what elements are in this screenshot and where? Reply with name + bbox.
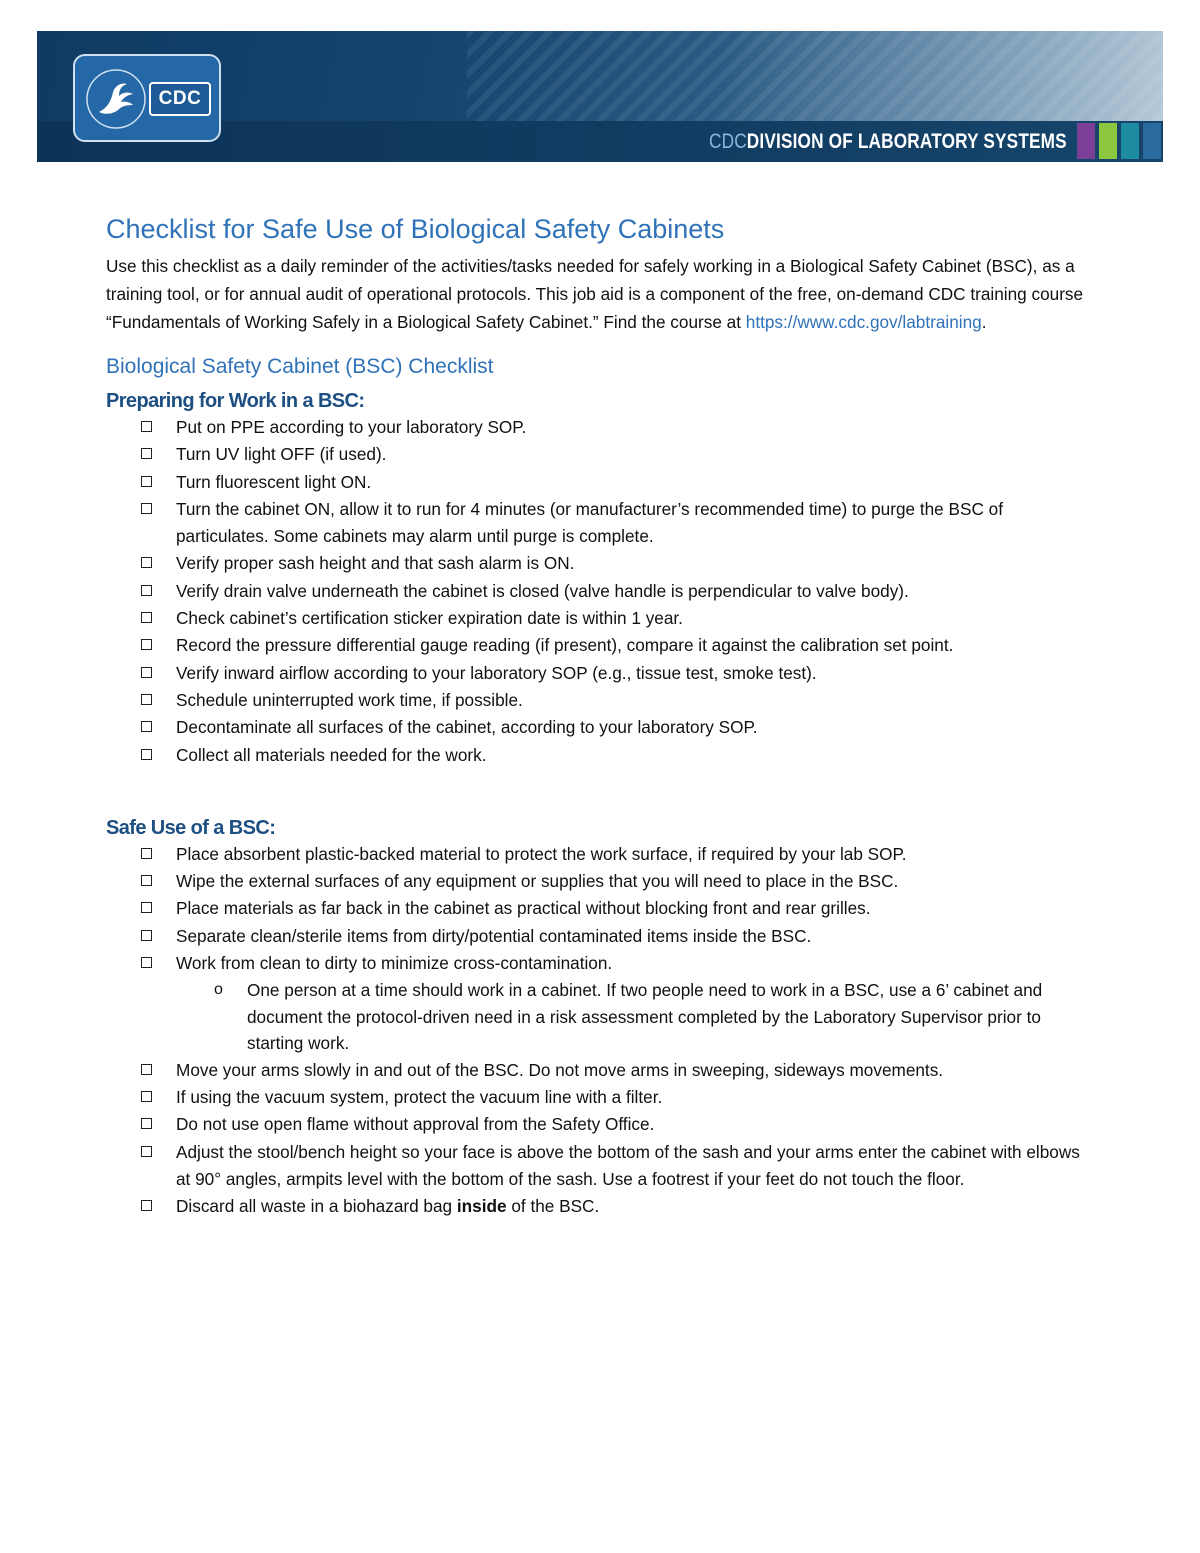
checklist-item: Place materials as far back in the cabinet as practical without blocking front and rear grilles. xyxy=(106,895,1096,922)
color-bar-purple xyxy=(1077,123,1095,159)
section-heading-preparing: Preparing for Work in a BSC: xyxy=(106,390,365,412)
checkbox-icon[interactable] xyxy=(141,612,152,623)
sub-list xyxy=(106,977,1096,1057)
checklist-item: Discard all waste in a biohazard bag inside of the BSC. xyxy=(106,1193,1096,1220)
labtraining-link[interactable]: https://www.cdc.gov/labtraining xyxy=(745,312,982,332)
checklist-item: Adjust the stool/bench height so your face is above the bottom of the sash and your arms enter the cabinet with elbows at 90° angles, armpits level with the bottom of the sash. Use a footrest if your feet do not touch the floor. xyxy=(106,1139,1096,1194)
checklist-item: Collect all materials needed for the work. xyxy=(106,742,1096,769)
checkbox-icon[interactable] xyxy=(141,902,152,913)
checklist-item: Put on PPE according to your laboratory SOP. xyxy=(106,414,1096,441)
checkbox-icon[interactable] xyxy=(141,557,152,568)
checklist-subtitle: Biological Safety Cabinet (BSC) Checklist xyxy=(106,355,494,378)
page-title: Checklist for Safe Use of Biological Safety Cabinets xyxy=(106,214,725,244)
checkbox-icon[interactable] xyxy=(141,957,152,968)
hhs-eagle-icon xyxy=(85,68,147,130)
checklist-item: Turn fluorescent light ON. xyxy=(106,469,1096,496)
checklist-item: Turn the cabinet ON, allow it to run for 4 minutes (or manufacturer’s recommended time) to purge the BSC of particulates. Some cabinets may alarm until purge is complete. xyxy=(106,496,1096,551)
checkbox-icon[interactable] xyxy=(141,930,152,941)
checklist-item: Wipe the external surfaces of any equipment or supplies that you will need to place in the BSC. xyxy=(106,868,1096,895)
checklist-item: Record the pressure differential gauge reading (if present), compare it against the calibration set point. xyxy=(106,632,1096,659)
checkbox-icon[interactable] xyxy=(141,1118,152,1129)
checklist-item: Do not use open flame without approval from the Safety Office. xyxy=(106,1111,1096,1138)
checkbox-icon[interactable] xyxy=(141,875,152,886)
color-bar-teal xyxy=(1121,123,1139,159)
checklist-item: Verify inward airflow according to your laboratory SOP (e.g., tissue test, smoke test). xyxy=(106,660,1096,687)
cdc-logo xyxy=(73,54,221,142)
checklist-item: Decontaminate all surfaces of the cabinet, according to your laboratory SOP. xyxy=(106,714,1096,741)
checkbox-icon[interactable] xyxy=(141,421,152,432)
checklist-item: Place absorbent plastic-backed material to protect the work surface, if required by your lab SOP. xyxy=(106,841,1096,868)
header-banner xyxy=(37,31,1163,162)
document-body xyxy=(106,210,1096,1221)
checkbox-icon[interactable] xyxy=(141,667,152,678)
checkbox-icon[interactable] xyxy=(141,585,152,596)
checklist-item: Work from clean to dirty to minimize cross-contamination. o One person at a time should work in a cabinet. If two people need to work in a BSC, use a 6’ cabinet and document the protocol-driven need in a risk assessment completed by the Laboratory Supervisor prior to starting work. xyxy=(106,950,1096,1057)
intro-paragraph: Use this checklist as a daily reminder of the activities/tasks needed for safely working in a Biological Safety Cabinet (BSC), as a training tool, or for annual audit of operational protocols. This job aid is a component of the free, on-demand CDC training course “Fundamentals of Working Safely in a Biological Safety Cabinet.” Find the course at https://www.cdc.gov/labtraining. xyxy=(106,256,1084,332)
banner-texture xyxy=(467,31,1163,121)
checkbox-icon[interactable] xyxy=(141,848,152,859)
cdc-logo-text: CDC xyxy=(149,82,211,116)
checklist-item: Verify drain valve underneath the cabinet is closed (valve handle is perpendicular to valve body). xyxy=(106,578,1096,605)
section-heading-safe-use: Safe Use of a BSC: xyxy=(106,816,276,839)
safe-use-checklist xyxy=(106,841,1096,1221)
checkbox-icon[interactable] xyxy=(141,721,152,732)
checklist-item: If using the vacuum system, protect the vacuum line with a filter. xyxy=(106,1084,1096,1111)
checkbox-icon[interactable] xyxy=(141,1091,152,1102)
checkbox-icon[interactable] xyxy=(141,1064,152,1075)
checklist-item: Turn UV light OFF (if used). xyxy=(106,441,1096,468)
checklist-item: Check cabinet’s certification sticker expiration date is within 1 year. xyxy=(106,605,1096,632)
sub-list-item: o One person at a time should work in a cabinet. If two people need to work in a BSC, use a 6’ cabinet and document the protocol-driven need in a risk assessment completed by the Laboratory Supervisor prior to starting work. xyxy=(106,977,1096,1057)
checklist-item: Separate clean/sterile items from dirty/potential contaminated items inside the BSC. xyxy=(106,923,1096,950)
checkbox-icon[interactable] xyxy=(141,1146,152,1157)
checklist-item: Verify proper sash height and that sash alarm is ON. xyxy=(106,550,1096,577)
checkbox-icon[interactable] xyxy=(141,1200,152,1211)
checkbox-icon[interactable] xyxy=(141,503,152,514)
preparing-checklist xyxy=(106,414,1096,769)
checkbox-icon[interactable] xyxy=(141,476,152,487)
circle-bullet-icon: o xyxy=(214,981,223,999)
division-name: CDCDIVISION OF LABORATORY SYSTEMS xyxy=(709,130,1067,153)
checkbox-icon[interactable] xyxy=(141,448,152,459)
color-bar-green xyxy=(1099,123,1117,159)
color-bar-blue xyxy=(1143,123,1161,159)
checkbox-icon[interactable] xyxy=(141,749,152,760)
checkbox-icon[interactable] xyxy=(141,694,152,705)
checklist-item: Move your arms slowly in and out of the BSC. Do not move arms in sweeping, sideways movements. xyxy=(106,1057,1096,1084)
checklist-item: Schedule uninterrupted work time, if possible. xyxy=(106,687,1096,714)
checkbox-icon[interactable] xyxy=(141,639,152,650)
